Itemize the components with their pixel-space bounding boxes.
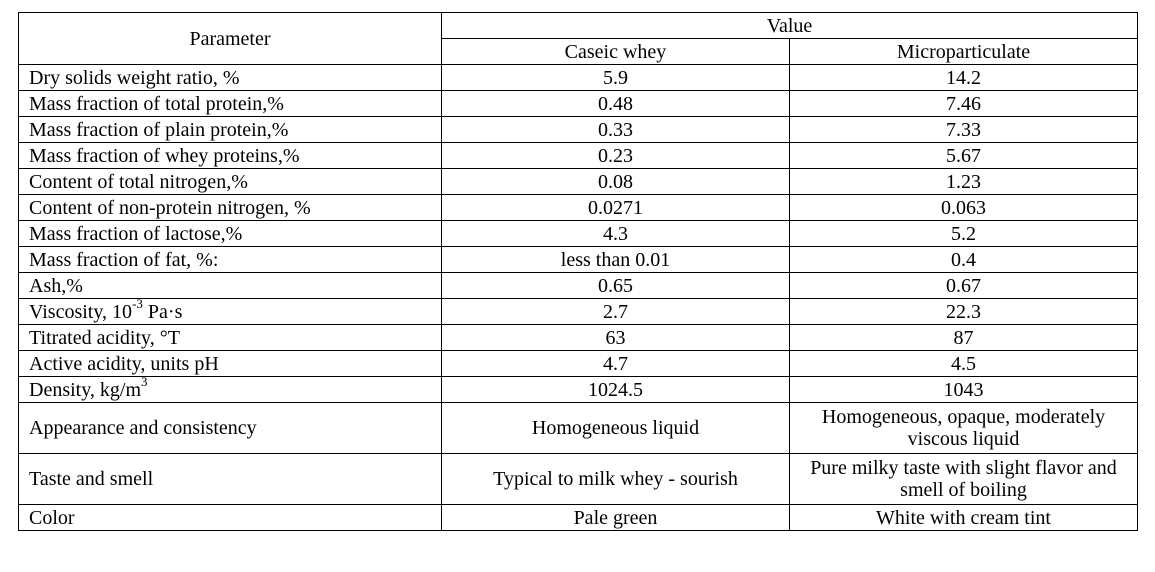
param-cell: Taste and smell: [19, 454, 442, 505]
micro-cell: Pure milky taste with slight flavor and smell of boiling: [790, 454, 1138, 505]
table-row: [19, 117, 1138, 143]
micro-cell: 0.4: [790, 247, 1138, 273]
micro-cell: 7.33: [790, 117, 1138, 143]
table-row: [19, 273, 1138, 299]
table-row: [19, 143, 1138, 169]
micro-cell: 5.2: [790, 221, 1138, 247]
micro-cell: 7.46: [790, 91, 1138, 117]
header-value: Value: [442, 13, 1138, 39]
properties-table-container: [18, 12, 1138, 531]
exponent: -3: [132, 298, 143, 311]
table-row: [19, 169, 1138, 195]
header-row-top: [19, 13, 1138, 39]
param-cell: Content of non-protein nitrogen, %: [19, 195, 442, 221]
caseic-cell: 0.65: [442, 273, 790, 299]
header-caseic-whey: Caseic whey: [442, 39, 790, 65]
header-parameter: Parameter: [19, 13, 442, 65]
table-row: [19, 91, 1138, 117]
param-cell: Color: [19, 505, 442, 531]
micro-cell: 87: [790, 325, 1138, 351]
header-microparticulate: Microparticulate: [790, 39, 1138, 65]
param-cell: Mass fraction of plain protein,%: [19, 117, 442, 143]
caseic-cell: 4.7: [442, 351, 790, 377]
micro-cell: 22.3: [790, 299, 1138, 325]
param-cell: Active acidity, units pH: [19, 351, 442, 377]
caseic-cell: Pale green: [442, 505, 790, 531]
micro-cell: 5.67: [790, 143, 1138, 169]
caseic-cell: less than 0.01: [442, 247, 790, 273]
table-row: [19, 247, 1138, 273]
param-cell: Mass fraction of total protein,%: [19, 91, 442, 117]
caseic-cell: 1024.5: [442, 377, 790, 403]
micro-cell: 4.5: [790, 351, 1138, 377]
properties-table: [18, 12, 1138, 531]
caseic-cell: 0.0271: [442, 195, 790, 221]
micro-cell: White with cream tint: [790, 505, 1138, 531]
table-row: [19, 195, 1138, 221]
micro-cell: 0.063: [790, 195, 1138, 221]
caseic-cell: 4.3: [442, 221, 790, 247]
table-row: [19, 403, 1138, 454]
table-row: [19, 65, 1138, 91]
param-cell-density: [19, 377, 442, 403]
micro-cell: 14.2: [790, 65, 1138, 91]
caseic-cell: 0.23: [442, 143, 790, 169]
param-cell-viscosity: [19, 299, 442, 325]
caseic-cell: Homogeneous liquid: [442, 403, 790, 454]
param-cell: Ash,%: [19, 273, 442, 299]
table-row: [19, 505, 1138, 531]
table-row: [19, 221, 1138, 247]
param-cell: Mass fraction of fat, %:: [19, 247, 442, 273]
caseic-cell: 2.7: [442, 299, 790, 325]
exponent: 3: [141, 376, 148, 389]
param-text: Density, kg/m: [29, 378, 142, 401]
table-row: [19, 299, 1138, 325]
caseic-cell: 0.48: [442, 91, 790, 117]
caseic-cell: 63: [442, 325, 790, 351]
caseic-cell: 0.08: [442, 169, 790, 195]
micro-cell: 1.23: [790, 169, 1138, 195]
table-row: [19, 454, 1138, 505]
param-text: Viscosity, 10: [29, 300, 133, 323]
micro-cell: Homogeneous, opaque, moderately viscous liquid: [790, 403, 1138, 454]
micro-cell: 1043: [790, 377, 1138, 403]
caseic-cell: 0.33: [442, 117, 790, 143]
param-cell: Titrated acidity, °T: [19, 325, 442, 351]
param-cell: Dry solids weight ratio, %: [19, 65, 442, 91]
caseic-cell: Typical to milk whey - sourish: [442, 454, 790, 505]
param-cell: Content of total nitrogen,%: [19, 169, 442, 195]
param-cell: Mass fraction of lactose,%: [19, 221, 442, 247]
param-cell: Mass fraction of whey proteins,%: [19, 143, 442, 169]
param-cell: Appearance and consistency: [19, 403, 442, 454]
table-row: [19, 351, 1138, 377]
micro-cell: 0.67: [790, 273, 1138, 299]
table-row: [19, 377, 1138, 403]
param-unit: Pa·s: [142, 300, 183, 323]
table-row: [19, 325, 1138, 351]
caseic-cell: 5.9: [442, 65, 790, 91]
